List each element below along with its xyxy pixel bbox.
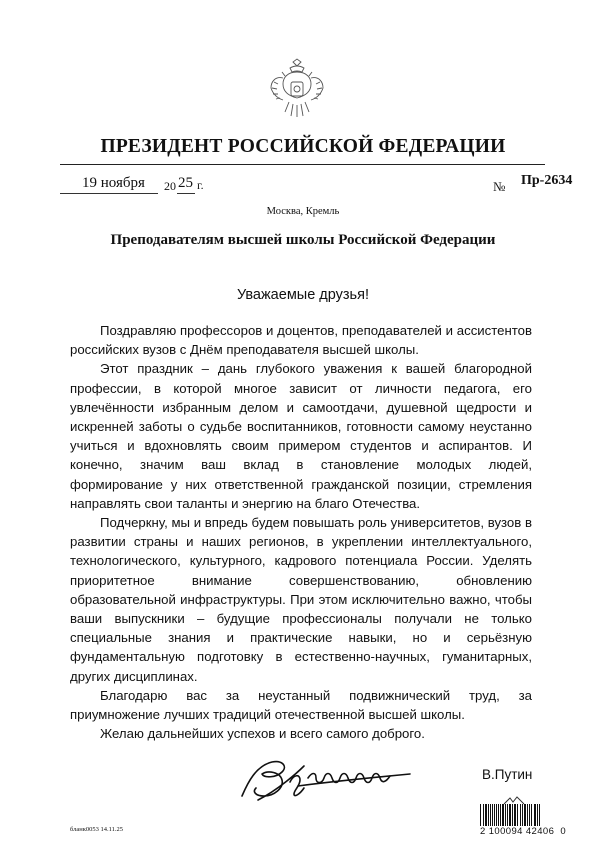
salutation: Уважаемые друзья! xyxy=(236,287,369,303)
year-underline xyxy=(177,193,195,194)
date-day-month: 19 ноября xyxy=(82,175,145,191)
place-of-issue: Москва, Кремль xyxy=(266,206,340,217)
barcode-bar xyxy=(488,804,489,826)
date-century: 20 xyxy=(164,179,176,193)
barcode-digits: 2 100094 42406 0 xyxy=(480,826,567,837)
barcode-bar xyxy=(520,804,521,826)
barcode-bar xyxy=(500,804,501,826)
barcode-bar xyxy=(529,804,530,826)
barcode-bar xyxy=(480,804,481,826)
form-code: бланк0053 14.11.25 xyxy=(70,826,124,833)
paragraph: Благодарю вас за неустанный подвижнический труд, за приумножение лучших традиций отечественной высшей школы. xyxy=(70,687,532,723)
barcode-bar xyxy=(485,804,487,826)
barcode-bar xyxy=(502,804,504,826)
barcode-bar xyxy=(490,804,491,826)
coat-of-arms-emblem xyxy=(268,58,326,124)
barcode-bar xyxy=(539,804,540,826)
header-rule xyxy=(60,164,545,165)
document-number: Пр-2634 xyxy=(521,173,573,188)
barcode-bar xyxy=(527,804,528,826)
barcode-bar xyxy=(509,804,511,826)
barcode-bar xyxy=(514,804,516,826)
paragraph: Этот праздник – дань глубокого уважения к вашей благородной профессии, в которой многое зависит от личности педагога, его увлечённости избранным делом и самоотдачи, душевной щедрости и искренней заботы о судьбе воспитанников, готовности самому неустанно учиться и вдохновлять своим примером студентов и аспирантов. И конечно, значим ваш вклад в становление молодых людей, формирование у них ответственной гражданской позиции, стремления направлять свои таланты и энергию на благо Отечества. xyxy=(70,361,532,511)
barcode-bar xyxy=(494,804,495,826)
signer-name: В.Путин xyxy=(482,767,533,782)
barcode-bar xyxy=(517,804,518,826)
date-underline xyxy=(60,193,158,194)
barcode-bar xyxy=(505,804,506,826)
paragraph: Желаю дальнейших успехов и всего самого доброго. xyxy=(100,726,425,742)
barcode-bar xyxy=(483,804,484,826)
barcode-bar xyxy=(522,804,523,826)
letter-body xyxy=(70,321,532,743)
barcode-bar xyxy=(496,804,497,826)
barcode-bar xyxy=(512,804,513,826)
date-suffix: г. xyxy=(197,178,204,192)
paragraph: Поздравляю профессоров и доцентов, преподавателей и ассистентов российских вузов с Днём преподавателя высшей школы. xyxy=(70,323,532,358)
date-year: 25 xyxy=(178,175,193,191)
barcode xyxy=(478,804,590,826)
barcode-bar xyxy=(537,804,538,826)
barcode-bar xyxy=(492,804,493,826)
number-sign: № xyxy=(493,179,506,194)
handwritten-signature xyxy=(238,752,418,804)
paragraph: Подчеркну, мы и впредь будем повышать роль университетов, вузов в развитии страны и наших регионов, в укреплении интеллектуального, технологического, культурного, кадрового потенциала России. Уделять приоритетное внимание совершенствованию, обновлению образовательной инфраструктуры. При этом исключительно важно, чтобы ваши выпускники – будущие профессионалы получали не только специальные знания и практические навыки, но и серьёзную фундаментальную подготовку в естественно-научных, гуманитарных, других дисциплинах. xyxy=(70,515,532,684)
barcode-bar xyxy=(524,804,526,826)
barcode-bar xyxy=(507,804,508,826)
barcode-bar xyxy=(498,804,499,826)
barcode-bar xyxy=(534,804,536,826)
addressee: Преподавателям высшей школы Российской Федерации xyxy=(110,232,496,248)
barcode-bar xyxy=(531,804,532,826)
organization-title: ПРЕЗИДЕНТ РОССИЙСКОЙ ФЕДЕРАЦИИ xyxy=(100,136,506,157)
